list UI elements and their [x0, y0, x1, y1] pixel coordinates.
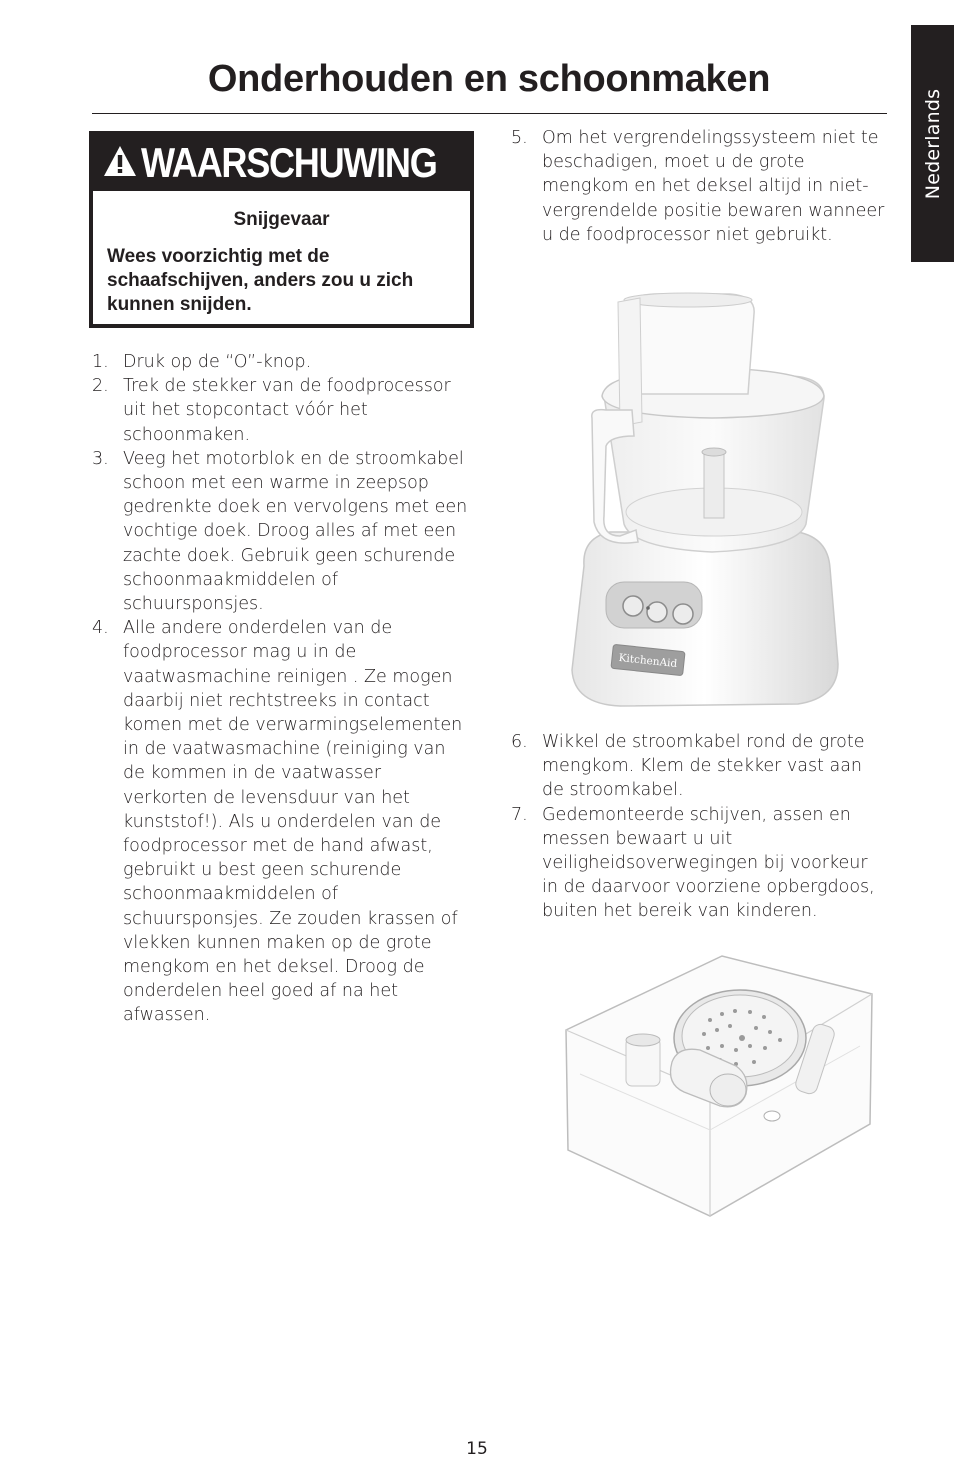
language-tab-label: Nederlands — [921, 88, 944, 199]
list-item — [92, 616, 470, 1027]
language-tab — [911, 25, 954, 262]
warning-heading: WAARSCHUWING — [141, 139, 437, 186]
step-number: 2. — [92, 376, 109, 397]
list-item — [92, 374, 470, 447]
step-text: Veeg het motorblok en de stroomkabel schoon met een warme in zeepsop gedrenkte doek en vervolgens met een vochtige doek. Droog alles af met een zachte doek. Gebruik geen schurende schoonmaakmiddelen of schuursponsjes. — [123, 448, 468, 615]
instructions-list-left — [92, 350, 470, 1028]
step-number: 1. — [92, 352, 109, 372]
list-item — [92, 350, 470, 374]
warning-triangle-icon — [103, 145, 137, 177]
list-item — [92, 447, 470, 616]
instructions-list-right-bottom — [511, 730, 889, 924]
step-text: Druk op de “O”-knop. — [123, 352, 312, 372]
page-number: 15 — [466, 1439, 488, 1459]
list-item — [511, 803, 889, 924]
warning-body: Wees voorzichtig met de schaafschijven, anders zou u zich kunnen snijden. — [107, 246, 414, 315]
step-number: 4. — [92, 618, 109, 639]
list-item — [511, 730, 889, 803]
brand-logo: KitchenAid — [618, 651, 678, 671]
instructions-list-right-top — [511, 126, 889, 247]
warning-box — [89, 131, 474, 328]
step-text: Trek de stekker van de foodprocessor uit het stopcontact vóór het schoonmaken. — [123, 376, 451, 445]
step-number: 5. — [511, 128, 528, 148]
step-number: 6. — [511, 732, 528, 752]
step-text: Om het vergrendelingssysteem niet te beschadigen, moet u de grote mengkom en het deksel altijd in niet-vergrendelde positie bewaren wanneer u de foodprocessor niet gebruikt. — [542, 128, 885, 245]
step-text: Gedemonteerde schijven, assen en messen bewaart u uit veiligheidsoverwegingen bij voorkeur in de daarvoor voorziene opbergdoos, buiten het bereik van kinderen. — [542, 804, 875, 922]
step-text: Alle andere onderdelen van de foodprocessor mag u in de vaatwasmachine reinigen . Ze mogen daarbij niet rechtstreeks in contact komen met de verwarmingselementen in de vaatwasmachine (reiniging van de kommen in de vaatwasser verkorten de levensduur van het kunststof!). Als u onderdelen van de foodprocessor met de hand afwast, gebruikt u best geen schurende schoonmaakmiddelen of schuursponsjes. Ze zouden krassen of vlekken kunnen maken op de grote mengkom en het deksel. Droog de onderdelen heel goed af na het afwassen. — [123, 618, 463, 1026]
warning-subheading: Snijgevaar — [233, 209, 330, 230]
storage-box-illustration — [560, 954, 876, 1224]
page-title: Onderhouden en schoonmaken — [207, 58, 771, 100]
list-item — [511, 126, 889, 247]
warning-header — [93, 135, 470, 191]
step-number: 7. — [511, 804, 528, 825]
step-text: Wikkel de stroomkabel rond de grote mengkom. Klem de stekker vast aan de stroomkabel. — [542, 732, 865, 801]
step-number: 3. — [92, 448, 109, 469]
food-processor-illustration — [562, 286, 842, 711]
title-divider — [92, 113, 887, 114]
